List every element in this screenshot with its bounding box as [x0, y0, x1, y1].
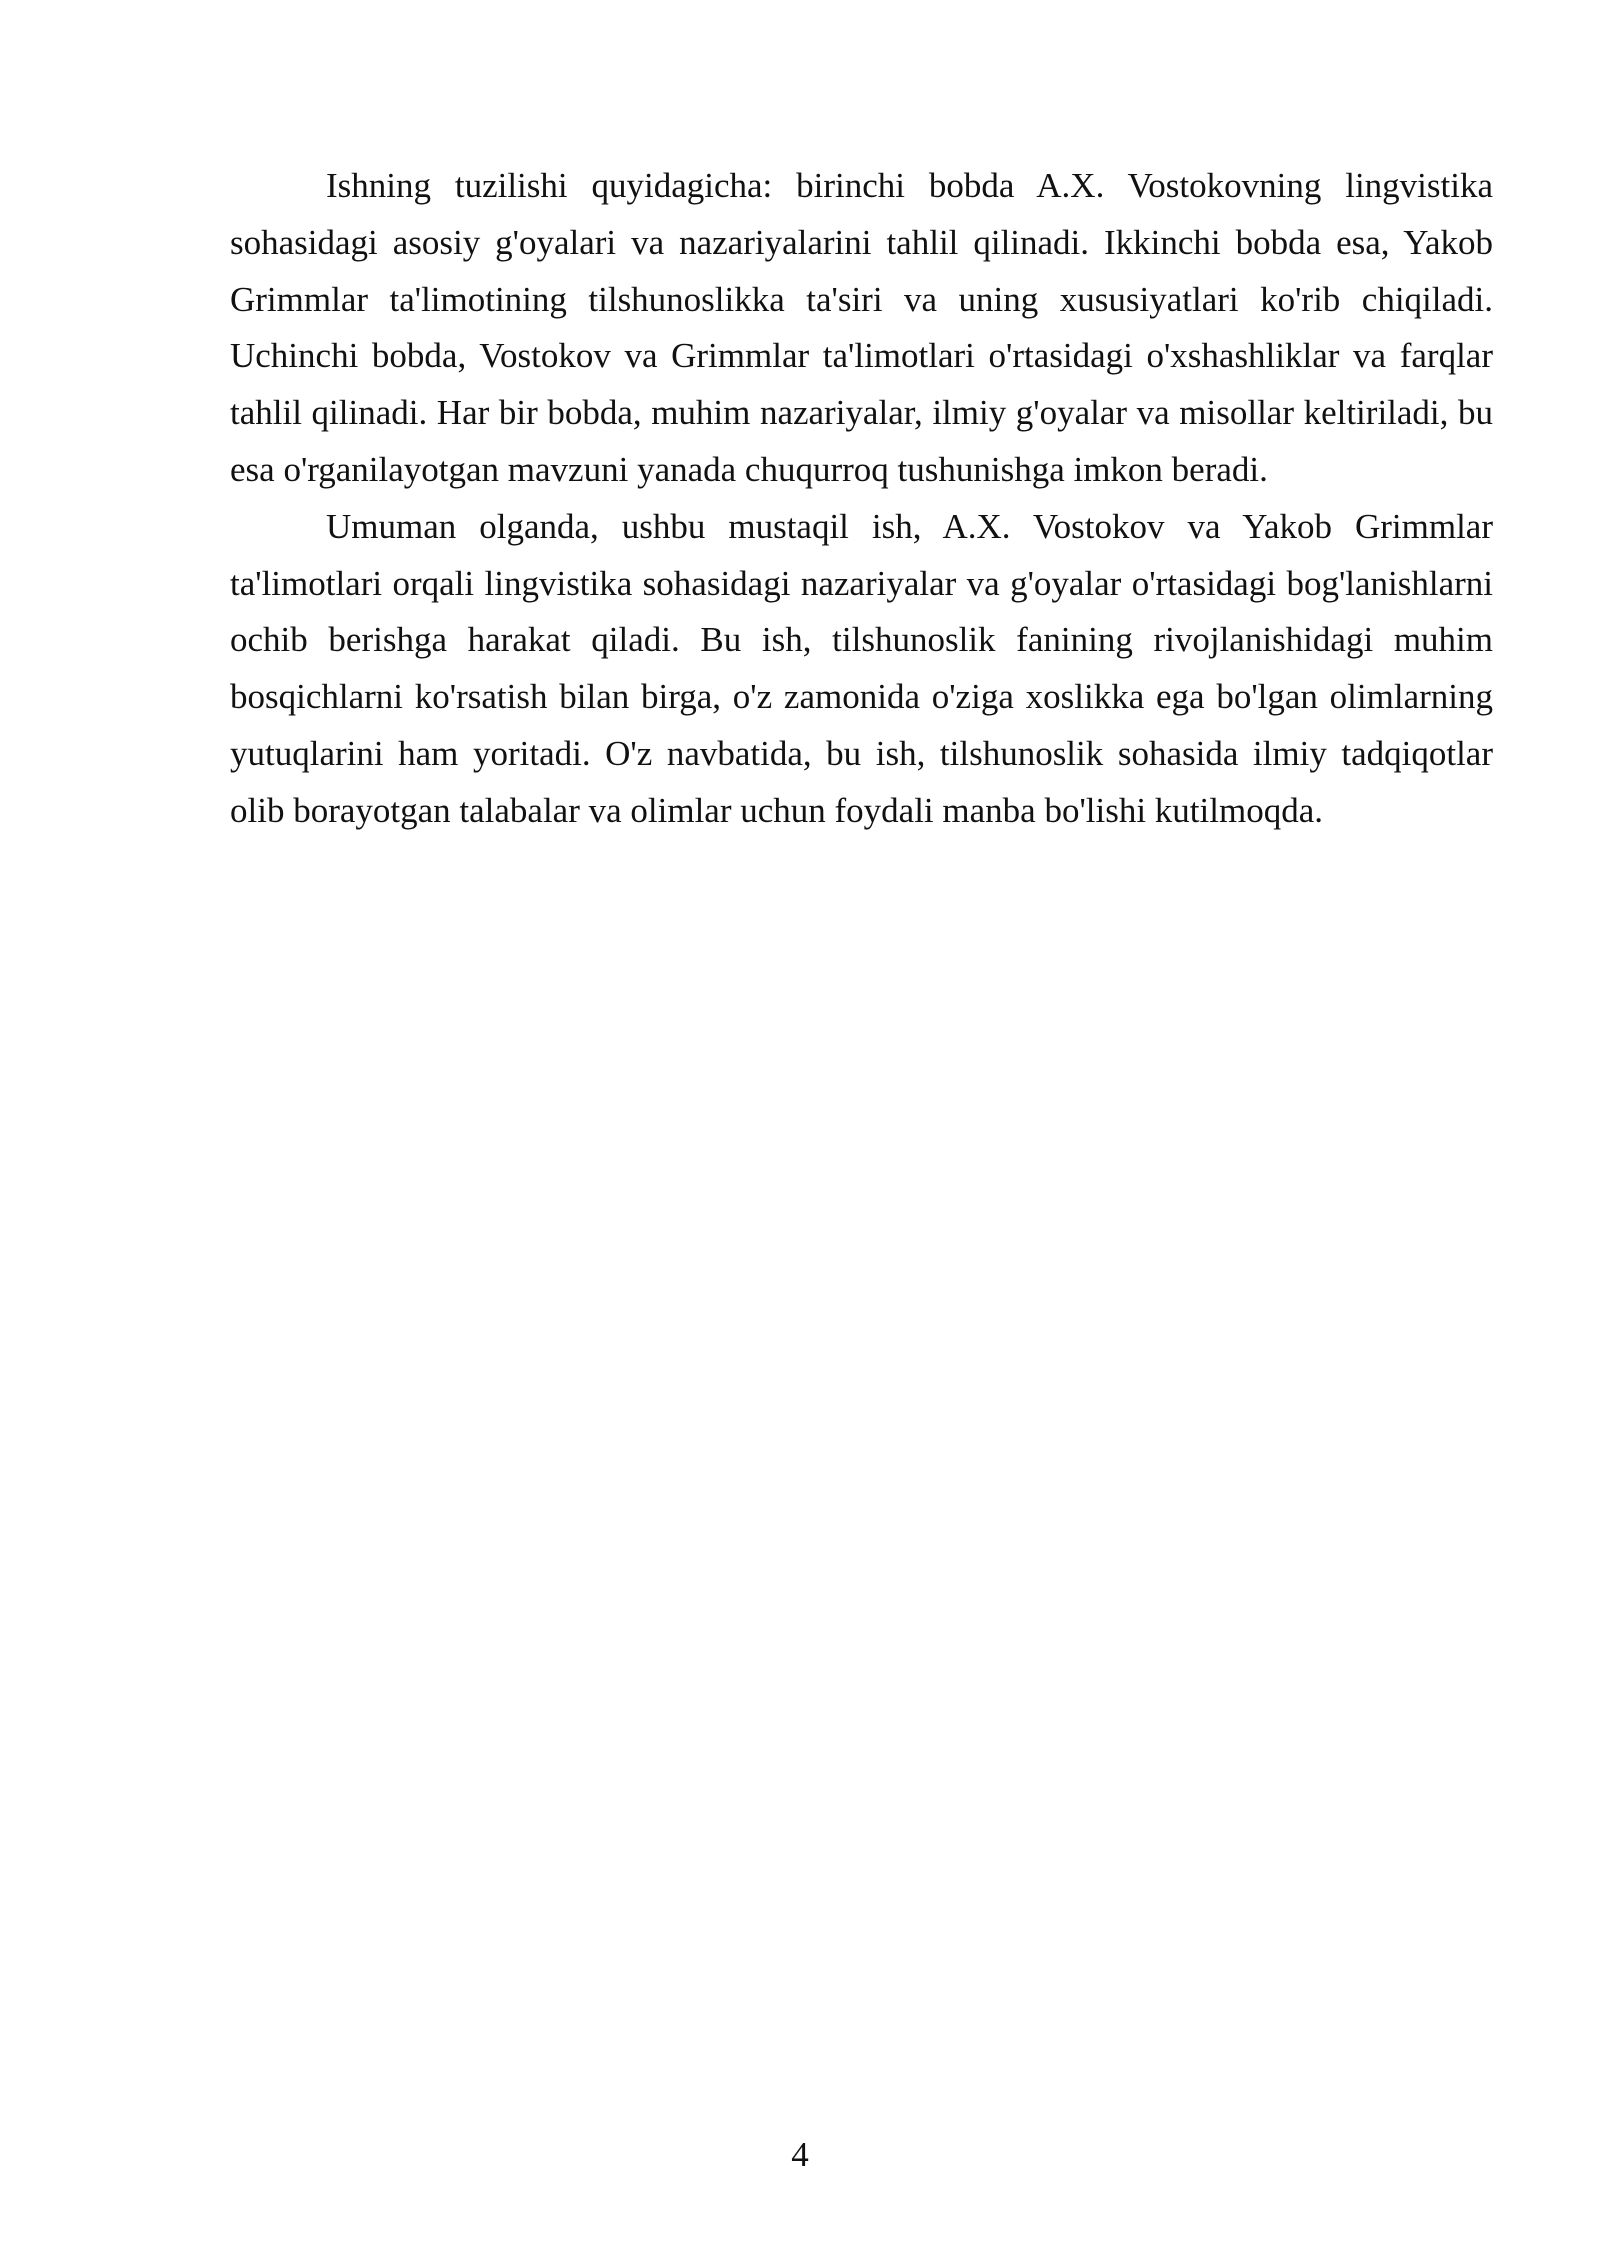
paragraph-structure: Ishning tuzilishi quyidagicha: birinchi bobda A.X. Vostokovning lingvistika sohasidagi asosiy g'oyalari va nazariyalarini tahlil qilinadi. Ikkinchi bobda esa, Yakob Grimmlar ta'limotining tilshunoslikka ta'siri va uning xususiyatlari ko'rib chiqiladi. Uchinchi bobda, Vostokov va Grimmlar ta'limotlari o'rtasidagi o'xshashliklar va farqlar tahlil qilinadi. Har bir bobda, muhim nazariyalar, ilmiy g'oyalar va misollar keltiriladi, bu esa o'rganilayotgan mavzuni yanada chuqurroq tushunishga imkon beradi. [230, 166, 1493, 489]
paragraph-summary: Umuman olganda, ushbu mustaqil ish, A.X. Vostokov va Yakob Grimmlar ta'limotlari orqali lingvistika sohasidagi nazariyalar va g'oyalar o'rtasidagi bog'lanishlarni ochib berishga harakat qiladi. Bu ish, tilshunoslik fanining rivojlanishidagi muhim bosqichlarni ko'rsatish bilan birga, o'z zamonida o'ziga xoslikka ega bo'lgan olimlarning yutuqlarini ham yoritadi. O'z navbatida, bu ish, tilshunoslik sohasida ilmiy tadqiqotlar olib borayotgan talabalar va olimlar uchun foydali manba bo'lishi kutilmoqda. [230, 506, 1493, 830]
page-number: 4 [791, 2135, 809, 2174]
body-text [230, 158, 1493, 840]
